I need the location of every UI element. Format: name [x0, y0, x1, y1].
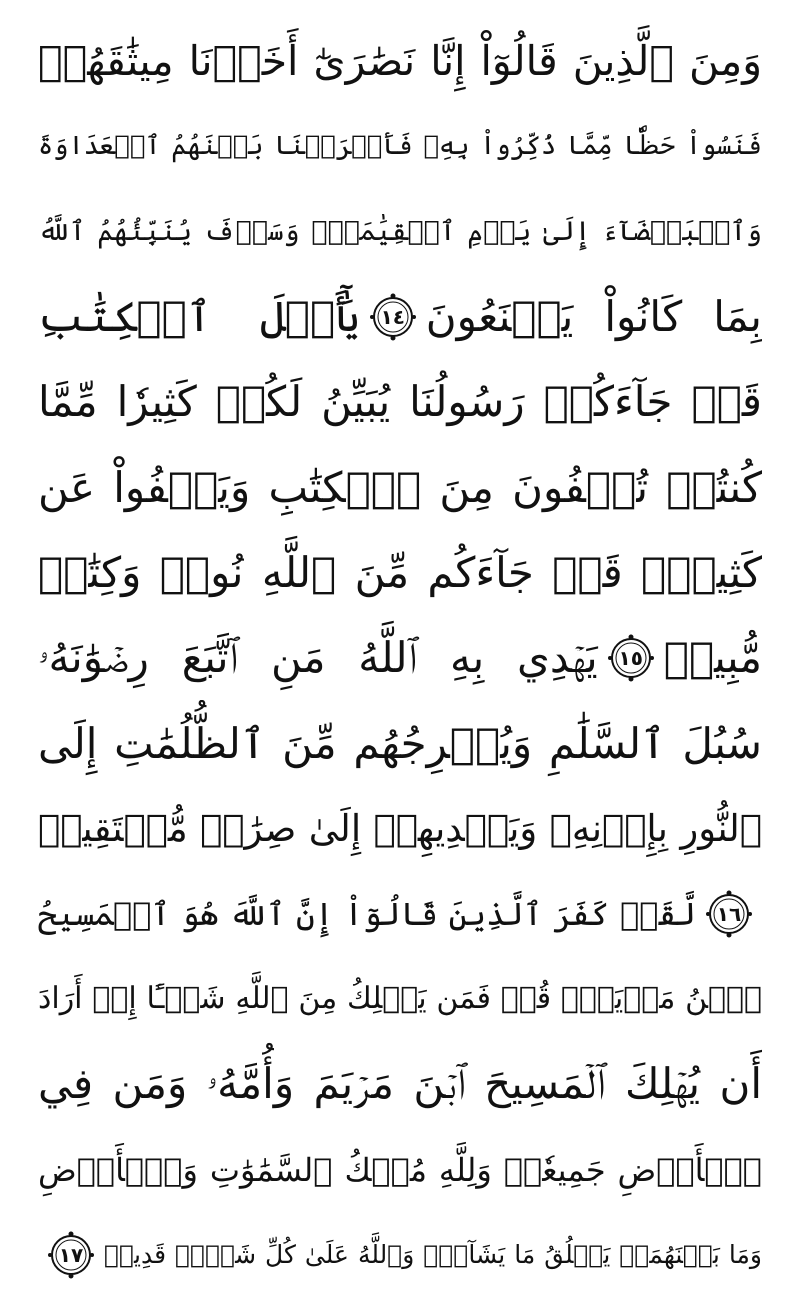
- text-line-15: [38, 1212, 762, 1297]
- line-text-before-ayah: وَمَا بَيۡنَهُمَاۚ يَخۡلُقُ مَا يَشَآءُۚ وَٱللَّهُ عَلَىٰ كُلِّ شَيۡءٖ قَدِيرٞ: [104, 1240, 762, 1270]
- text-line-2: [38, 103, 762, 188]
- ayah-number: ١٤: [380, 304, 405, 329]
- text-line-12: [38, 956, 762, 1041]
- ayah-number: ١٦: [716, 901, 742, 926]
- text-line-5: [38, 359, 762, 444]
- line-text-after-ayah: يَٰٓأَهۡلَ ٱلۡكِتَٰبِ: [38, 292, 360, 342]
- line-text: ٱبۡنُ مَرۡيَمَۚ قُلۡ فَمَن يَمۡلِكُ مِنَ ٱللَّهِ شَيۡـًٔا إِنۡ أَرَادَ: [38, 981, 762, 1017]
- text-line-6: [38, 444, 762, 529]
- text-line-9: [38, 700, 762, 785]
- line-text-before-ayah: مُّبِينٞ: [663, 633, 762, 683]
- line-text: ٱلۡأَرۡضِ جَمِيعٗاۗ وَلِلَّهِ مُلۡكُ ٱلسَّمَٰوَٰتِ وَٱلۡأَرۡضِ: [38, 1150, 762, 1189]
- line-text: كَثِيرٖۚ قَدۡ جَآءَكُم مِّنَ ٱللَّهِ نُورٞ وَكِتَٰبٞ: [38, 547, 762, 597]
- text-line-7: [38, 530, 762, 615]
- ayah-number: ١٧: [58, 1242, 84, 1267]
- line-text: قَدۡ جَآءَكُمۡ رَسُولُنَا يُبَيِّنُ لَكُمۡ كَثِيرٗا مِّمَّا: [38, 377, 762, 427]
- text-line-3: [38, 189, 762, 274]
- text-line-11: [38, 871, 762, 956]
- line-text: وَٱلۡبَغۡضَآءَ إِلَىٰ يَوۡمِ ٱلۡقِيَٰمَةِۚ وَسَوۡفَ يُنَبِّئُهُمُ ٱللَّهُ: [38, 215, 762, 247]
- ayah-marker: [606, 633, 656, 683]
- line-text-before-ayah: بِمَا كَانُواْ يَصۡنَعُونَ: [425, 292, 762, 342]
- ayah-marker: [704, 889, 754, 939]
- line-text: فَنَسُواْ حَظّٗا مِّمَّا ذُكِّرُواْ بِهِۦ فَأَغۡرَيۡنَا بَيۡنَهُمُ ٱلۡعَدَاوَةَ: [38, 130, 762, 161]
- line-text: ٱلنُّورِ بِإِذۡنِهِۦ وَيَهۡدِيهِمۡ إِلَىٰ صِرَٰطٖ مُّسۡتَقِيمٖ: [38, 806, 762, 850]
- text-line-10: [38, 786, 762, 871]
- ayah-marker: [368, 292, 418, 342]
- ayah-marker: [46, 1230, 96, 1280]
- line-text-after-ayah: يَهۡدِي بِهِ ٱللَّهُ مَنِ ٱتَّبَعَ رِضۡوَٰنَهُۥ: [38, 632, 598, 682]
- text-line-14: [38, 1127, 762, 1212]
- text-line-13: [38, 1042, 762, 1127]
- ayah-number: ١٥: [618, 645, 643, 670]
- text-line-8: [38, 615, 762, 700]
- text-line-4: [38, 274, 762, 359]
- line-text: أَن يُهۡلِكَ ٱلۡمَسِيحَ ٱبۡنَ مَرۡيَمَ وَأُمَّهُۥ وَمَن فِي: [38, 1059, 762, 1109]
- line-text: وَمِنَ ٱلَّذِينَ قَالُوٓاْ إِنَّا نَصَٰرَىٰٓ أَخَذۡنَا مِيثَٰقَهُمۡ: [38, 36, 762, 85]
- line-text-after-ayah: لَّقَدۡ كَفَرَ ٱلَّذِينَ قَالُوٓاْ إِنَّ ٱللَّهَ هُوَ ٱلۡمَسِيحُ: [38, 894, 696, 933]
- text-line-1: [38, 18, 762, 103]
- line-text: كُنتُمۡ تُخۡفُونَ مِنَ ٱلۡكِتَٰبِ وَيَعۡفُواْ عَن: [38, 462, 762, 512]
- line-text: سُبُلَ ٱلسَّلَٰمِ وَيُخۡرِجُهُم مِّنَ ٱلظُّلُمَٰتِ إِلَى: [38, 718, 762, 768]
